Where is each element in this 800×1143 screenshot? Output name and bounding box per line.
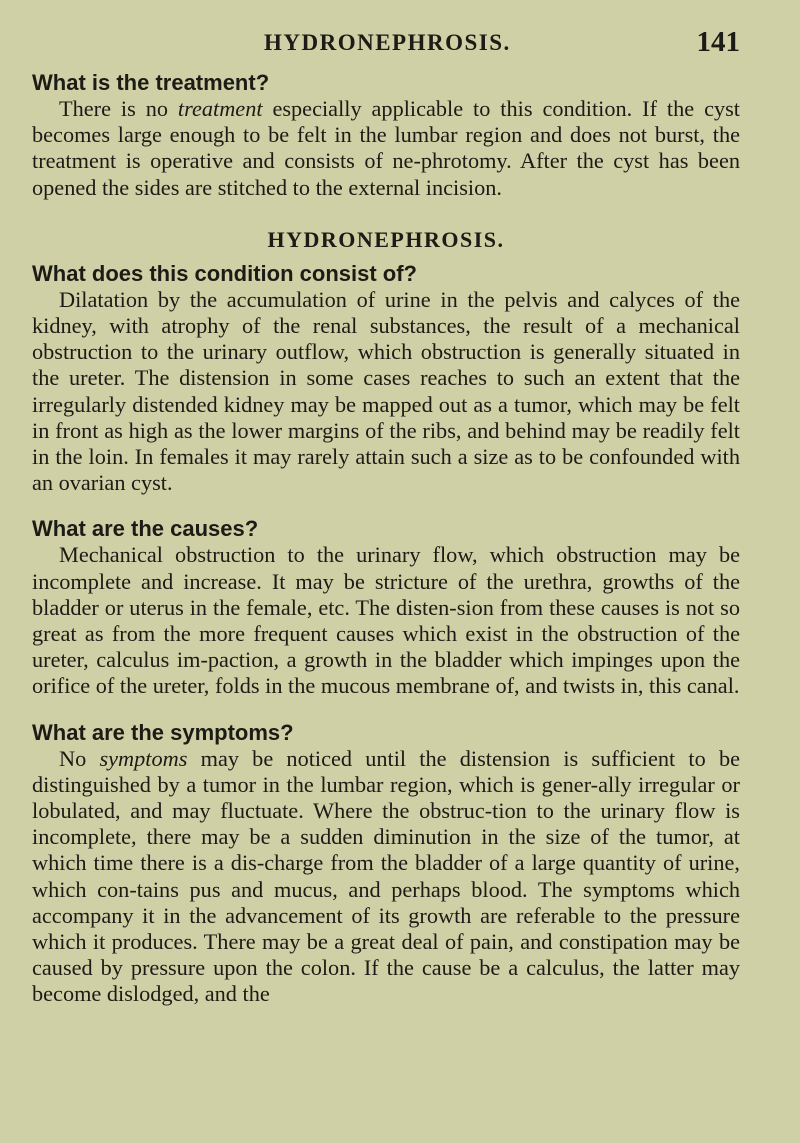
question-causes: What are the causes?: [32, 516, 259, 542]
answer-symptoms-emphasis: symptoms: [99, 745, 188, 771]
page-number: 141: [696, 26, 740, 58]
answer-treatment-rest: especially applicable to this condition. If the cyst becomes large enough to be felt in the lumbar region and does not burst, the treatment is operative and consists of ne-phrotomy. After the cyst has been opened the sides are stitched to the external incision.: [32, 96, 740, 200]
section-heading: HYDRONEPHROSIS.: [267, 226, 505, 252]
treatment-block: [32, 70, 740, 201]
question-symptoms: What are the symptoms?: [32, 719, 294, 745]
running-head: [32, 26, 740, 70]
answer-treatment: [32, 96, 740, 201]
answer-symptoms: [32, 746, 740, 1008]
consist-block: [32, 261, 740, 497]
answer-treatment-emphasis: treatment: [177, 96, 263, 121]
question-consist: What does this condition consist of?: [32, 260, 417, 286]
symptoms-block: [32, 720, 740, 1008]
answer-consist: Dilatation by the accumulation of urine in the pelvis and calyces of the kidney, with atrophy of the renal substances, the result of a mechanical obstruction to the urinary outflow, which obstruction is generally situated in the ureter. The distension in some cases reaches to such an extent that the irregularly distended kidney may be mapped out as a tumor, which may be felt in front as high as the lower margins of the ribs, and behind may be readily felt in the loin. In females it may rarely attain such a size as to be confounded with an ovarian cyst.: [32, 286, 740, 496]
answer-symptoms-lead: No: [59, 745, 100, 771]
answer-symptoms-rest: may be noticed until the distension is sufficient to be distinguished by a tumor in the lumbar region, which is gener-ally irregular or lobulated, and may fluctuate. Where the obstruc-tion to the urinary flow is incomplete, there may be a sudden diminution in the size of the tumor, at which time there is a dis-charge from the bladder of a large quantity of urine, which con-tains pus and mucus, and perhaps blood. The symptoms which accompany it in the advancement of its growth are referable to the pressure which it produces. There may be a great deal of pain, and constipation may be caused by pressure upon the colon. If the cause be a calculus, the latter may become dislodged, and the: [32, 745, 740, 1007]
answer-causes: Mechanical obstruction to the urinary flow, which obstruction may be incomplete and increase. It may be stricture of the urethra, growths of the bladder or uterus in the female, etc. The disten-sion from these causes is not so great as from the more frequent causes which exist in the obstruction of the ureter, calculus im-paction, a growth in the bladder which impinges upon the orifice of the ureter, folds in the mucous membrane of, and twists in, this canal.: [32, 542, 740, 699]
answer-treatment-lead: There is no: [59, 96, 178, 121]
question-treatment: What is the treatment?: [32, 70, 270, 95]
causes-block: [32, 516, 740, 699]
running-title: HYDRONEPHROSIS.: [264, 30, 511, 55]
